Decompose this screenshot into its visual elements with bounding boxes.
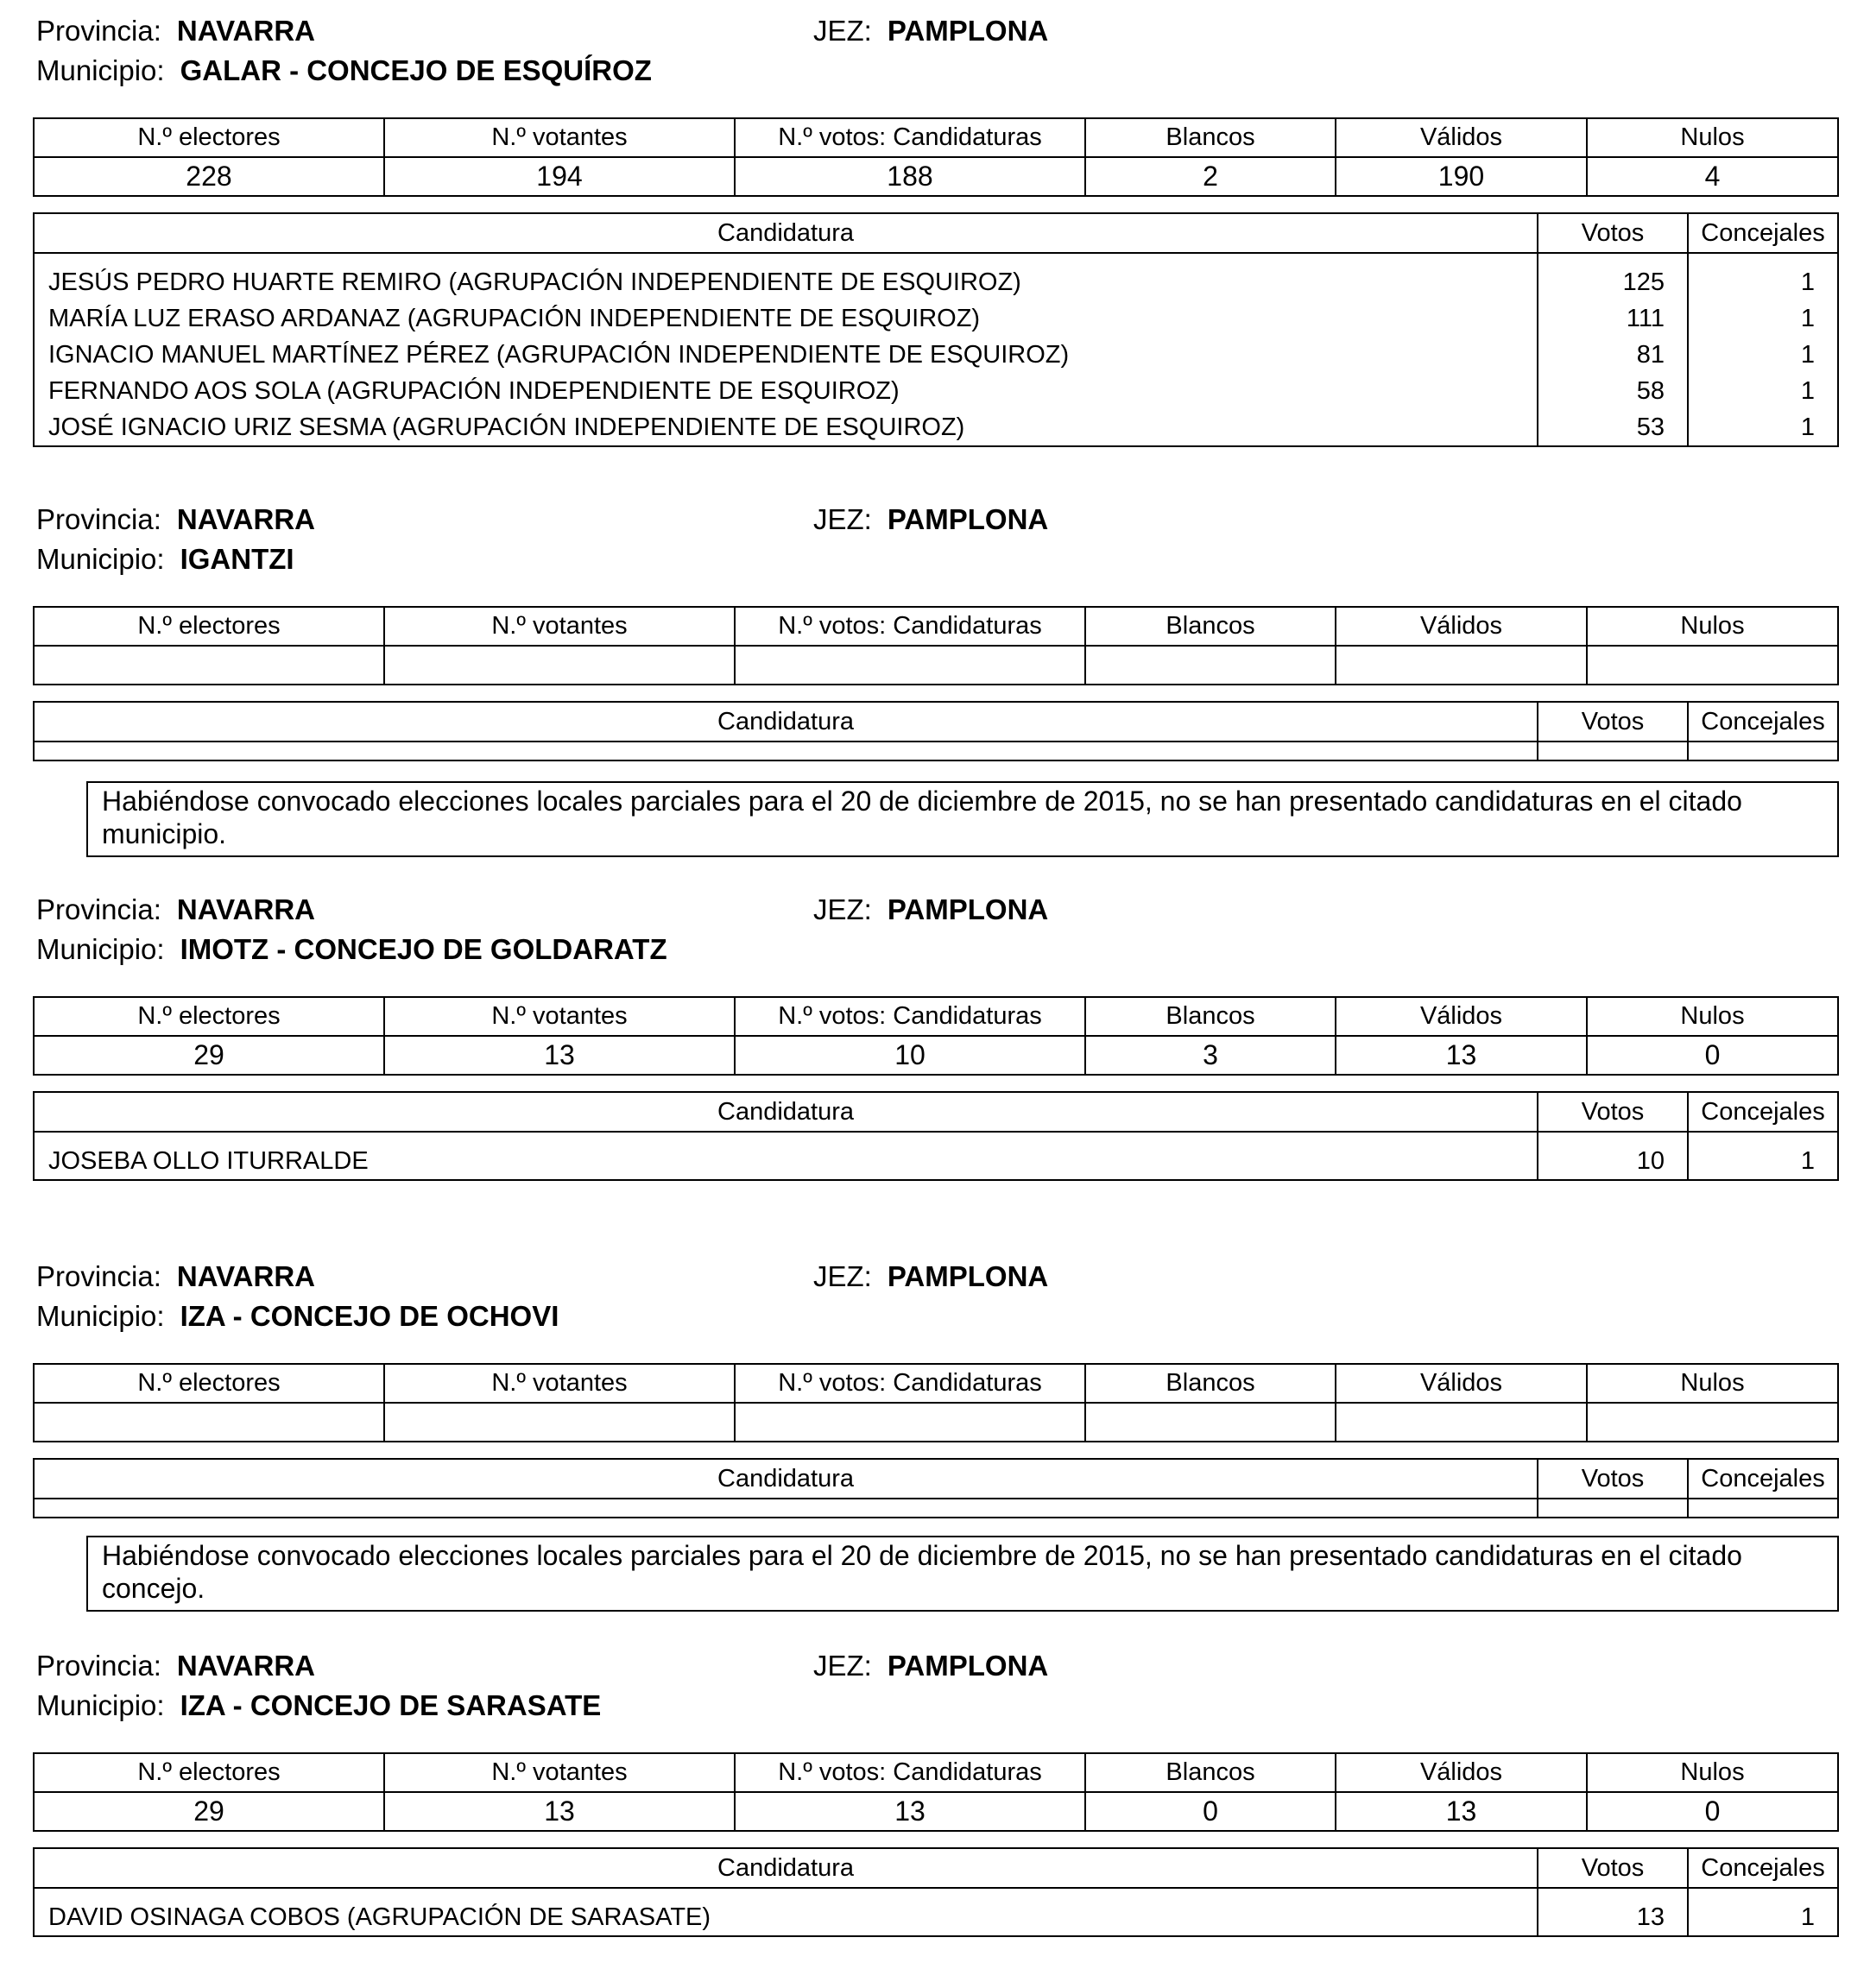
- stats-header-votos_cand: N.º votos: Candidaturas: [735, 607, 1085, 646]
- municipio-label: Municipio:: [36, 1689, 165, 1721]
- candidate-row: [34, 409, 1838, 446]
- stats-value-nulos: 4: [1587, 157, 1838, 196]
- jez-line: [813, 1649, 1048, 1683]
- candidates-header-row: [34, 1459, 1838, 1499]
- concejales-header: Concejales: [1688, 1848, 1838, 1888]
- candidate-votos: 53: [1538, 409, 1688, 446]
- candidate-votos: 81: [1538, 337, 1688, 373]
- stats-table: [33, 117, 1839, 197]
- candidates-header-row: [34, 1848, 1838, 1888]
- provincia-value: NAVARRA: [176, 1260, 315, 1292]
- municipio-line: [36, 54, 652, 88]
- stats-header-row: [34, 997, 1838, 1036]
- municipio-label: Municipio:: [36, 1300, 165, 1332]
- stats-header-electores: N.º electores: [34, 118, 384, 157]
- empty-cell: [1538, 1499, 1688, 1518]
- stats-value-votantes: 194: [384, 157, 735, 196]
- stats-value-validos: 13: [1336, 1792, 1587, 1831]
- candidate-votos: 111: [1538, 300, 1688, 337]
- votos-header: Votos: [1538, 1092, 1688, 1132]
- municipio-value: IGANTZI: [180, 543, 294, 575]
- votos-header: Votos: [1538, 1848, 1688, 1888]
- jez-line: [813, 502, 1048, 537]
- candidate-votos: 58: [1538, 373, 1688, 409]
- stats-header-votantes: N.º votantes: [384, 607, 735, 646]
- candidates-table: [33, 1091, 1839, 1181]
- municipio-value: GALAR - CONCEJO DE ESQUÍROZ: [180, 54, 652, 86]
- empty-cell: [1538, 742, 1688, 760]
- municipio-line: [36, 932, 667, 967]
- provincia-line: [36, 502, 315, 537]
- stats-header-row: [34, 1364, 1838, 1403]
- stats-header-votantes: N.º votantes: [384, 118, 735, 157]
- candidate-votos: 125: [1538, 253, 1688, 300]
- stats-header-row: [34, 1753, 1838, 1792]
- stats-value-validos: 190: [1336, 157, 1587, 196]
- stats-values-row: [34, 1403, 1838, 1442]
- stats-value-blancos: 2: [1085, 157, 1336, 196]
- candidate-row: [34, 300, 1838, 337]
- provincia-label: Provincia:: [36, 1260, 161, 1292]
- jez-value: PAMPLONA: [887, 893, 1049, 925]
- provincia-line: [36, 893, 315, 927]
- stats-values-row: [34, 1036, 1838, 1075]
- concejales-header: Concejales: [1688, 702, 1838, 742]
- candidate-concejales: 1: [1688, 1132, 1838, 1180]
- stats-value-votantes: 13: [384, 1792, 735, 1831]
- candidate-name: JESÚS PEDRO HUARTE REMIRO (AGRUPACIÓN INDEPENDIENTE DE ESQUIROZ): [34, 253, 1538, 300]
- stats-header-votos_cand: N.º votos: Candidaturas: [735, 997, 1085, 1036]
- candidates-header-row: [34, 213, 1838, 253]
- stats-value-electores: [34, 1403, 384, 1442]
- jez-label: JEZ:: [813, 1650, 872, 1682]
- stats-header-blancos: Blancos: [1085, 1364, 1336, 1403]
- stats-value-validos: [1336, 1403, 1587, 1442]
- stats-value-nulos: [1587, 1403, 1838, 1442]
- stats-header-nulos: Nulos: [1587, 1753, 1838, 1792]
- stats-value-validos: [1336, 646, 1587, 685]
- candidate-row: [34, 337, 1838, 373]
- votos-header: Votos: [1538, 702, 1688, 742]
- stats-value-blancos: [1085, 646, 1336, 685]
- stats-table: [33, 606, 1839, 685]
- stats-header-nulos: Nulos: [1587, 1364, 1838, 1403]
- stats-header-nulos: Nulos: [1587, 118, 1838, 157]
- candidatura-header: Candidatura: [34, 1092, 1538, 1132]
- concejales-header: Concejales: [1688, 213, 1838, 253]
- stats-header-blancos: Blancos: [1085, 1753, 1336, 1792]
- stats-table: [33, 1363, 1839, 1442]
- candidate-name: FERNANDO AOS SOLA (AGRUPACIÓN INDEPENDIENTE DE ESQUIROZ): [34, 373, 1538, 409]
- stats-value-nulos: 0: [1587, 1792, 1838, 1831]
- stats-value-votantes: [384, 646, 735, 685]
- stats-header-electores: N.º electores: [34, 607, 384, 646]
- stats-header-validos: Válidos: [1336, 1753, 1587, 1792]
- stats-header-votantes: N.º votantes: [384, 1364, 735, 1403]
- stats-value-electores: 29: [34, 1036, 384, 1075]
- provincia-label: Provincia:: [36, 893, 161, 925]
- candidates-header-row: [34, 702, 1838, 742]
- stats-table: [33, 1752, 1839, 1832]
- stats-header-validos: Válidos: [1336, 997, 1587, 1036]
- no-candidates-note: Habiéndose convocado elecciones locales parciales para el 20 de diciembre de 2015, no se han presentado candidaturas en el citado municipio.: [86, 781, 1839, 857]
- empty-cell: [1688, 1499, 1838, 1518]
- empty-row: [34, 1499, 1838, 1518]
- stats-value-votos_cand: [735, 1403, 1085, 1442]
- stats-header-votos_cand: N.º votos: Candidaturas: [735, 1753, 1085, 1792]
- stats-value-nulos: [1587, 646, 1838, 685]
- municipio-label: Municipio:: [36, 54, 165, 86]
- stats-header-votos_cand: N.º votos: Candidaturas: [735, 118, 1085, 157]
- candidate-votos: 13: [1538, 1888, 1688, 1936]
- candidate-row: [34, 253, 1838, 300]
- provincia-value: NAVARRA: [176, 15, 315, 47]
- stats-value-electores: 29: [34, 1792, 384, 1831]
- stats-header-votos_cand: N.º votos: Candidaturas: [735, 1364, 1085, 1403]
- jez-line: [813, 893, 1048, 927]
- votos-header: Votos: [1538, 213, 1688, 253]
- stats-header-votantes: N.º votantes: [384, 1753, 735, 1792]
- jez-label: JEZ:: [813, 893, 872, 925]
- stats-header-electores: N.º electores: [34, 1753, 384, 1792]
- stats-value-votos_cand: [735, 646, 1085, 685]
- municipio-line: [36, 542, 294, 577]
- no-candidates-note: Habiéndose convocado elecciones locales parciales para el 20 de diciembre de 2015, no se han presentado candidaturas en el citado concejo.: [86, 1536, 1839, 1612]
- candidates-table: [33, 212, 1839, 447]
- candidate-row: [34, 373, 1838, 409]
- stats-header-votantes: N.º votantes: [384, 997, 735, 1036]
- stats-header-blancos: Blancos: [1085, 607, 1336, 646]
- candidate-name: JOSÉ IGNACIO URIZ SESMA (AGRUPACIÓN INDEPENDIENTE DE ESQUIROZ): [34, 409, 1538, 446]
- jez-label: JEZ:: [813, 503, 872, 535]
- municipio-line: [36, 1688, 601, 1723]
- jez-value: PAMPLONA: [887, 15, 1049, 47]
- candidates-table: [33, 701, 1839, 761]
- stats-header-electores: N.º electores: [34, 1364, 384, 1403]
- municipio-value: IZA - CONCEJO DE SARASATE: [180, 1689, 602, 1721]
- stats-values-row: [34, 1792, 1838, 1831]
- provincia-value: NAVARRA: [176, 503, 315, 535]
- provincia-value: NAVARRA: [176, 1650, 315, 1682]
- stats-value-nulos: 0: [1587, 1036, 1838, 1075]
- candidate-name: JOSEBA OLLO ITURRALDE: [34, 1132, 1538, 1180]
- empty-row: [34, 742, 1838, 760]
- stats-value-blancos: 0: [1085, 1792, 1336, 1831]
- stats-header-row: [34, 607, 1838, 646]
- candidate-concejales: 1: [1688, 1888, 1838, 1936]
- empty-cell: [1688, 742, 1838, 760]
- candidate-name: MARÍA LUZ ERASO ARDANAZ (AGRUPACIÓN INDEPENDIENTE DE ESQUIROZ): [34, 300, 1538, 337]
- stats-header-blancos: Blancos: [1085, 118, 1336, 157]
- candidatura-header: Candidatura: [34, 702, 1538, 742]
- stats-value-votantes: [384, 1403, 735, 1442]
- jez-line: [813, 14, 1048, 48]
- jez-value: PAMPLONA: [887, 1260, 1049, 1292]
- empty-cell: [34, 742, 1538, 760]
- stats-value-electores: 228: [34, 157, 384, 196]
- votos-header: Votos: [1538, 1459, 1688, 1499]
- stats-value-votantes: 13: [384, 1036, 735, 1075]
- stats-value-blancos: 3: [1085, 1036, 1336, 1075]
- municipio-line: [36, 1299, 559, 1334]
- municipio-value: IMOTZ - CONCEJO DE GOLDARATZ: [180, 933, 667, 965]
- stats-values-row: [34, 646, 1838, 685]
- stats-header-nulos: Nulos: [1587, 997, 1838, 1036]
- stats-values-row: [34, 157, 1838, 196]
- candidate-concejales: 1: [1688, 337, 1838, 373]
- jez-value: PAMPLONA: [887, 1650, 1049, 1682]
- stats-header-blancos: Blancos: [1085, 997, 1336, 1036]
- stats-header-validos: Válidos: [1336, 607, 1587, 646]
- candidate-concejales: 1: [1688, 253, 1838, 300]
- candidate-votos: 10: [1538, 1132, 1688, 1180]
- candidate-concejales: 1: [1688, 373, 1838, 409]
- concejales-header: Concejales: [1688, 1459, 1838, 1499]
- stats-value-votos_cand: 10: [735, 1036, 1085, 1075]
- candidatura-header: Candidatura: [34, 213, 1538, 253]
- provincia-label: Provincia:: [36, 15, 161, 47]
- candidate-row: [34, 1132, 1838, 1180]
- concejales-header: Concejales: [1688, 1092, 1838, 1132]
- candidate-concejales: 1: [1688, 300, 1838, 337]
- stats-header-nulos: Nulos: [1587, 607, 1838, 646]
- provincia-line: [36, 1259, 315, 1294]
- provincia-line: [36, 14, 315, 48]
- candidates-header-row: [34, 1092, 1838, 1132]
- stats-header-electores: N.º electores: [34, 997, 384, 1036]
- stats-header-validos: Válidos: [1336, 1364, 1587, 1403]
- jez-value: PAMPLONA: [887, 503, 1049, 535]
- stats-value-blancos: [1085, 1403, 1336, 1442]
- empty-cell: [34, 1499, 1538, 1518]
- municipio-value: IZA - CONCEJO DE OCHOVI: [180, 1300, 559, 1332]
- provincia-label: Provincia:: [36, 503, 161, 535]
- candidates-table: [33, 1847, 1839, 1937]
- stats-value-validos: 13: [1336, 1036, 1587, 1075]
- candidate-row: [34, 1888, 1838, 1936]
- candidates-table: [33, 1458, 1839, 1518]
- stats-table: [33, 996, 1839, 1076]
- stats-value-votos_cand: 188: [735, 157, 1085, 196]
- jez-label: JEZ:: [813, 15, 872, 47]
- municipio-label: Municipio:: [36, 543, 165, 575]
- candidate-name: DAVID OSINAGA COBOS (AGRUPACIÓN DE SARASATE): [34, 1888, 1538, 1936]
- stats-value-votos_cand: 13: [735, 1792, 1085, 1831]
- stats-header-validos: Válidos: [1336, 118, 1587, 157]
- jez-line: [813, 1259, 1048, 1294]
- candidatura-header: Candidatura: [34, 1848, 1538, 1888]
- candidate-concejales: 1: [1688, 409, 1838, 446]
- provincia-label: Provincia:: [36, 1650, 161, 1682]
- stats-value-electores: [34, 646, 384, 685]
- candidate-name: IGNACIO MANUEL MARTÍNEZ PÉREZ (AGRUPACIÓN INDEPENDIENTE DE ESQUIROZ): [34, 337, 1538, 373]
- municipio-label: Municipio:: [36, 933, 165, 965]
- provincia-line: [36, 1649, 315, 1683]
- candidatura-header: Candidatura: [34, 1459, 1538, 1499]
- stats-header-row: [34, 118, 1838, 157]
- provincia-value: NAVARRA: [176, 893, 315, 925]
- jez-label: JEZ:: [813, 1260, 872, 1292]
